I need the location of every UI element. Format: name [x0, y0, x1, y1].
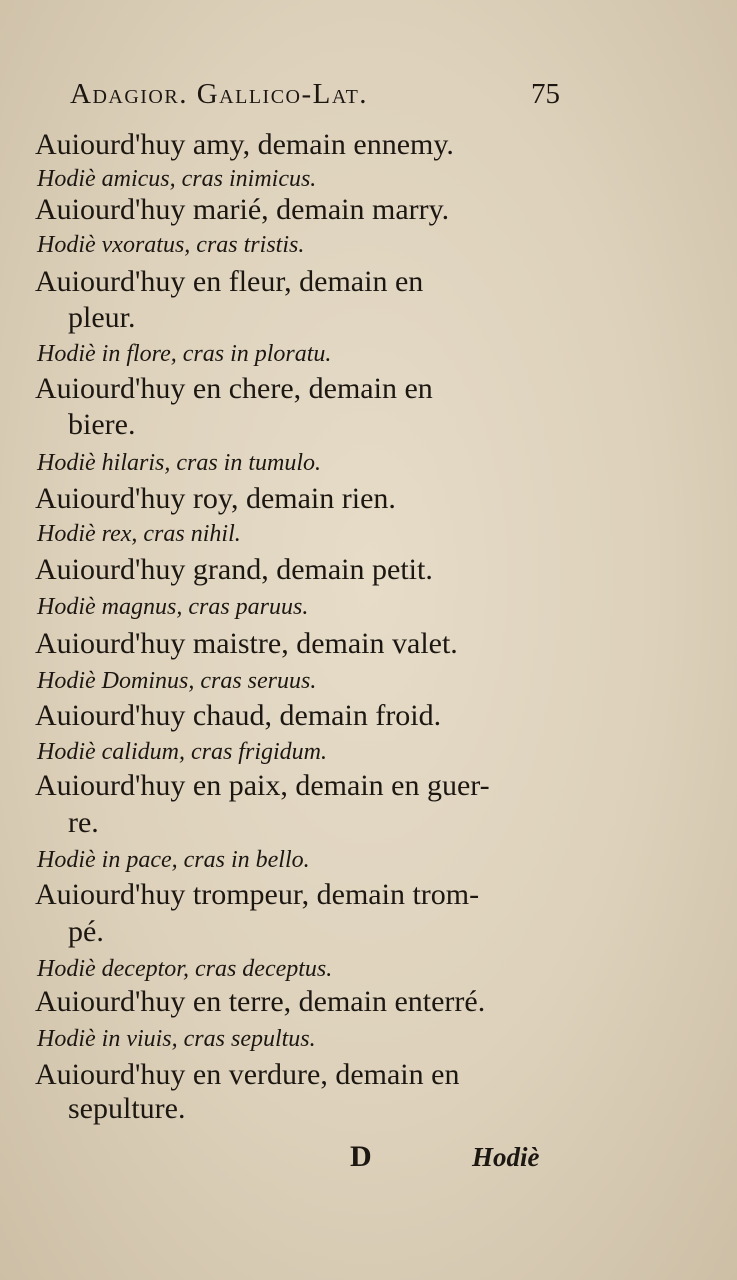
- proverb-line-fr: Auiourd'huy roy, demain rien.: [35, 482, 396, 515]
- proverb-line-la: Hodiè magnus, cras paruus.: [37, 594, 309, 620]
- proverb-line-la: Hodiè rex, cras nihil.: [37, 521, 241, 547]
- proverb-line-fr: Auiourd'huy grand, demain petit.: [35, 553, 433, 586]
- proverb-line-fr: Auiourd'huy marié, demain marry.: [35, 193, 450, 226]
- proverb-line-fr: Auiourd'huy amy, demain ennemy.: [35, 128, 454, 161]
- proverb-line-fr: Auiourd'huy en paix, demain en guer-: [35, 769, 490, 802]
- catchword: Hodiè: [472, 1142, 540, 1172]
- proverb-line-fr-continued: pleur.: [68, 301, 136, 334]
- proverb-line-fr-continued: re.: [68, 806, 99, 839]
- proverb-line-fr-continued: sepulture.: [68, 1092, 186, 1125]
- proverb-line-fr-continued: pé.: [68, 915, 104, 948]
- proverb-line-fr: Auiourd'huy en fleur, demain en: [35, 265, 424, 298]
- proverb-line-la: Hodiè amicus, cras inimicus.: [37, 166, 317, 192]
- proverb-line-la: Hodiè calidum, cras frigidum.: [37, 739, 327, 765]
- proverb-line-la: Hodiè in viuis, cras sepultus.: [37, 1026, 316, 1052]
- page-number: 75: [531, 78, 560, 110]
- proverb-line-la: Hodiè deceptor, cras deceptus.: [37, 956, 333, 982]
- proverb-line-fr: Auiourd'huy en verdure, demain en: [35, 1058, 460, 1091]
- proverb-line-la: Hodiè hilaris, cras in tumulo.: [37, 450, 322, 476]
- proverb-line-la: Hodiè in pace, cras in bello.: [37, 847, 310, 873]
- running-title: Adagior. Gallico-Lat.: [70, 78, 369, 110]
- proverb-line-fr-continued: biere.: [68, 408, 136, 441]
- proverb-line-la: Hodiè vxoratus, cras tristis.: [37, 232, 305, 258]
- proverb-line-fr: Auiourd'huy en chere, demain en: [35, 372, 433, 405]
- proverb-line-fr: Auiourd'huy chaud, demain froid.: [35, 699, 442, 732]
- proverb-line-la: Hodiè in flore, cras in ploratu.: [37, 341, 332, 367]
- signature-mark: D: [350, 1140, 372, 1173]
- proverb-line-fr: Auiourd'huy maistre, demain valet.: [35, 627, 458, 660]
- proverb-line-la: Hodiè Dominus, cras seruus.: [37, 668, 317, 694]
- proverb-line-fr: Auiourd'huy trompeur, demain trom-: [35, 878, 480, 911]
- proverb-line-fr: Auiourd'huy en terre, demain enterré.: [35, 985, 486, 1018]
